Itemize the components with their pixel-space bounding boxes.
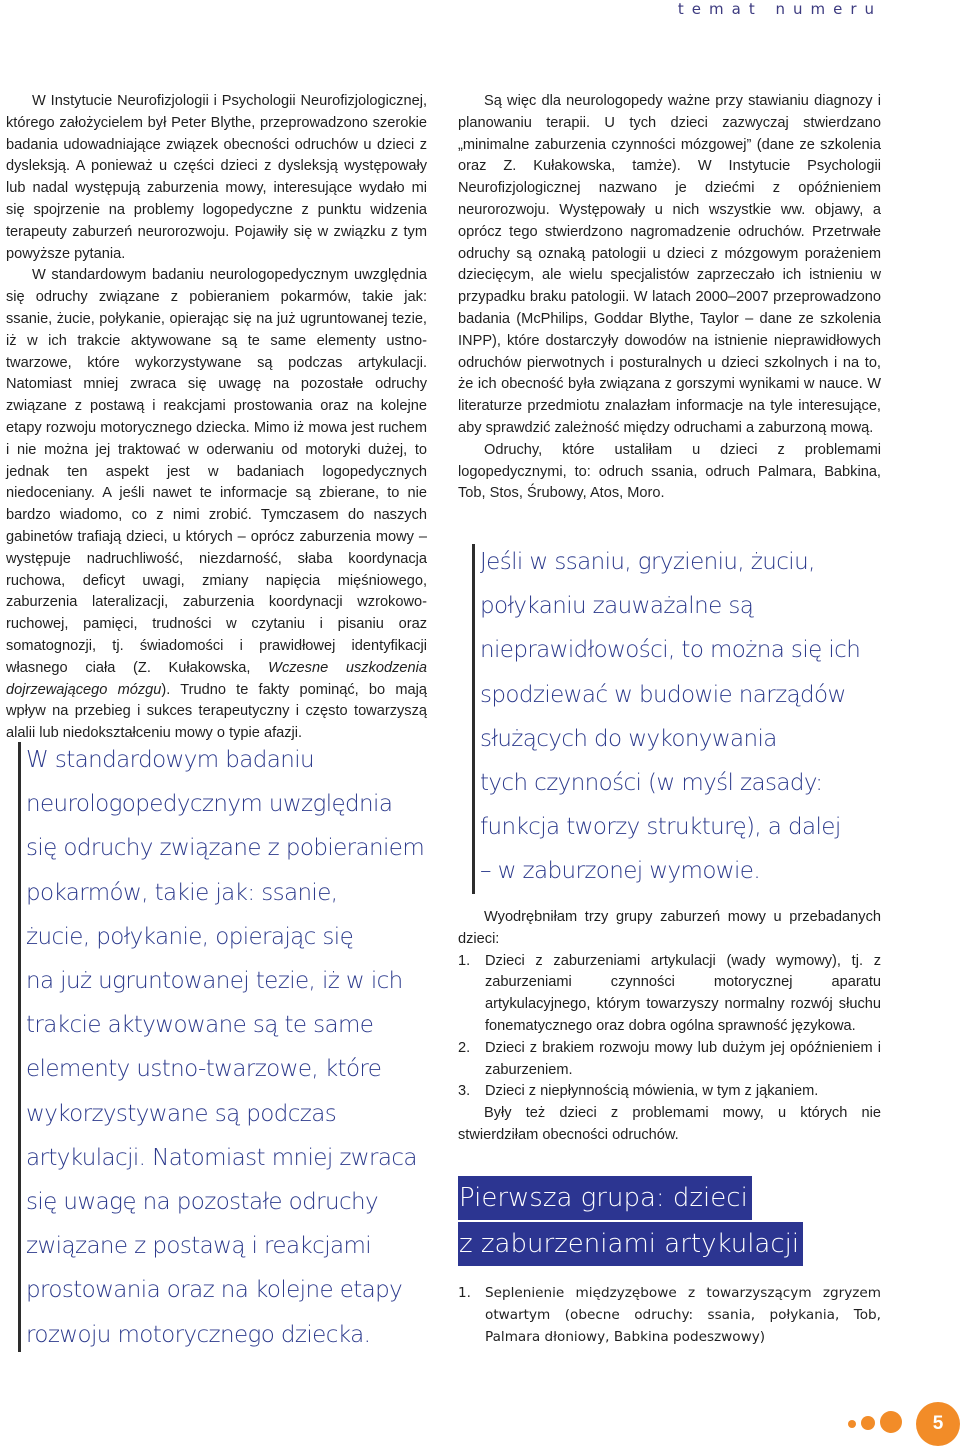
paragraph-text: Odruchy, które ustaliłam u dzieci z problemami logopedycznymi, to: odruch ssania, odruch Palmara, Babkina, Tob, Stos, Śrubowy, Atos, Moro. xyxy=(458,441,881,502)
section-heading-line-2: z zaburzeniami artykulacji xyxy=(458,1222,803,1266)
groups-intro: Wyodrębniłam trzy grupy zaburzeń mowy u przebadanych dzieci: xyxy=(458,909,881,947)
quote-line: neurologopedycznym uwzględnia xyxy=(26,791,393,818)
list-item-number: 3. xyxy=(458,1083,471,1100)
citation-title: Wczesne uszkodzenia dojrzewającego mózgu xyxy=(6,659,427,698)
quote-line: związane z postawą i reakcjami xyxy=(26,1233,372,1260)
pull-quote-right xyxy=(480,540,900,894)
paragraph xyxy=(458,91,881,440)
list-item-number: 1. xyxy=(458,1285,471,1301)
quote-line: trakcie aktywowane są te same xyxy=(26,1012,374,1039)
quote-line: W standardowym badaniu xyxy=(26,747,315,773)
paragraph-text: Są więc dla neurologopedy ważne przy stawianiu diagnozy i planowaniu terapii. U tych dzieci zazwyczaj stwierdzano „minimalne zaburzenia czynności mózgowej” (dane ze szkolenia oraz Z. Kułakowska, tamże). W Instytucie Psychologii Neurofizjologicznej nazwano je dziećmi z opóźnieniem neurorozwoju. Występowały u nich wszystkie ww. objawy, a oprócz tego stwierdzono nagromadzenie odruchów. Przetrwałe odruchy są oznaką patologii u dzieci z mózgowym porażeniem dziecięcym, ale wielu specjalistów zaprzeczało ich istnieniu w przypadku braku patologii. W latach 2000–2007 przeprowadzono badania (McPhilips, Goddar Blythe, Taylor – dane ze szkolenia INPP), które dostarczyły dowodów na istnienie nieprawidłowych odruchów pierwotnych i posturalnych u dzieci szkolnych i na to, że ich obecność była związana z gorszymi wynikami w nauce. W literaturze przedmiotu znalazłam informacje na tyle interesujące, aby sprawdzić zależność między odruchami a zaburzoną mową. xyxy=(458,93,881,436)
page-number: 5 xyxy=(916,1402,960,1446)
quote-bar-right xyxy=(472,544,475,894)
list-item-number: 2. xyxy=(458,1039,471,1056)
paragraph-text: ). Trudno te fakty pominąć, bo mają wpływ na przebieg i sukces terapeutyczny i często towarzyszą alalii lub niedokształceniu mowy o typie afazji. xyxy=(6,681,427,742)
list-item xyxy=(458,1081,881,1103)
list-item xyxy=(458,951,881,1038)
quote-line: żucie, połykanie, opierając się xyxy=(26,923,354,950)
quote-bar-left xyxy=(18,742,21,1352)
quote-line: wykorzystywane są podczas xyxy=(26,1100,337,1127)
left-column-text xyxy=(6,91,427,745)
quote-line: elementy ustno-twarzowe, które xyxy=(26,1056,382,1083)
first-group-list xyxy=(458,1283,881,1348)
dot-small xyxy=(848,1420,856,1428)
paragraph-text: W Instytucie Neurofizjologii i Psychologii Neurofizjologicznej, którego założycielem był Peter Blythe, przeprowadzono szerokie badania udowadniające związek obecności odruchów u dzieci z dysleksją. A ponieważ u części dzieci z dysleksją występowały lub nadal występują zaburzenia mowy, interesujące wydało mi się spojrzenie na problemy logopedyczne z punktu widzenia terapeuty zaburzeń neurorozwoju. Pojawiły się w związku z tym powyższe pytania. xyxy=(6,93,427,262)
quote-line: artykulacji. Natomiast mniej zwraca xyxy=(26,1144,417,1171)
quote-line: spodziewać w budowie narządów xyxy=(480,681,846,708)
list-item-text: Dzieci z brakiem rozwoju mowy lub dużym jej opóźnieniem i zaburzeniem. xyxy=(485,1039,881,1078)
groups-block xyxy=(458,907,881,1147)
pull-quote-left xyxy=(26,738,446,1357)
paragraph xyxy=(6,265,427,745)
dot-medium xyxy=(861,1416,875,1430)
dot-large xyxy=(880,1411,902,1433)
list-item xyxy=(458,1038,881,1082)
quote-line: rozwoju motorycznego dziecka. xyxy=(26,1321,371,1348)
quote-line: połykaniu zauważalne są xyxy=(480,593,754,620)
running-head: temat numeru xyxy=(677,0,882,18)
paragraph xyxy=(458,440,881,505)
groups-outro: Były też dzieci z problemami mowy, u których nie stwierdziłam obecności odruchów. xyxy=(458,1105,881,1143)
quote-line: prostowania oraz na kolejne etapy xyxy=(26,1277,403,1304)
quote-line: się uwagę na pozostałe odruchy xyxy=(26,1189,379,1216)
section-heading xyxy=(458,1176,803,1268)
quote-line: nieprawidłowości, to można się ich xyxy=(480,637,861,664)
list-item-text: Seplenienie międzyzębowe z towarzyszącym zgryzem otwartym (obecne odruchy: ssania, połykania, Tob, Palmara dłoniowy, Babkina podeszwowy) xyxy=(485,1285,881,1345)
list-item xyxy=(458,1283,881,1348)
quote-line: służących do wykonywania xyxy=(480,725,777,752)
quote-line: – w zaburzonej wymowie. xyxy=(480,858,761,885)
paragraph-text: W standardowym badaniu neurologopedycznym uwzględnia się odruchy związane z pobieraniem pokarmów, takie jak: ssanie, żucie, połykanie, opierając się na już ugruntowanej tezie, iż w ich trakcie aktywowane są te same elementy ustno-twarzowe, które wykorzystywane są podczas artykulacji. Natomiast mniej zwraca się uwagę na pozostałe odruchy związane z postawą i reakcjami prostowania oraz na kolejne etapy rozwoju motorycznego dziecka. Mimo iż mowa jest ruchem i nie można jej traktować w oderwaniu od motoryki dużej, to jednak ten aspekt jest w badaniach logopedycznych niedoceniany. A jeśli nawet te informacje są zbierane, to nie bardzo wiadomo, co z nimi zrobić. Tymczasem do naszych gabinetów trafiają dzieci, u których – oprócz zaburzenia mowy – występuje nadruchliwość, niezdarność, słaba koordynacja ruchowa, deficyt uwagi, zmiany napięcia mięśniowego, zaburzenia lateralizacji, zaburzenia koordynacji wzrokowo-ruchowej, pamięci, trudności w czytaniu i pisaniu oraz somatognozji, tj. świadomości i prawidłowej identyfikacji własnego ciała (Z. Kułakowska, xyxy=(6,267,427,676)
quote-line: Jeśli w ssaniu, gryzieniu, żuciu, xyxy=(480,549,815,575)
list-item-number: 1. xyxy=(458,952,471,969)
paragraph xyxy=(6,91,427,265)
quote-line: na już ugruntowanej tezie, iż w ich xyxy=(26,968,403,995)
quote-line: tych czynności (w myśl zasady: xyxy=(480,770,823,797)
list-item-text: Dzieci z zaburzeniami artykulacji (wady wymowy), tj. z zaburzeniami czynności motorycznej aparatu artykulacyjnego, którym towarzyszy normalny rozwój słuchu fonematycznego oraz dobra ogólna sprawność językowa. xyxy=(485,952,881,1034)
list-item-text: Dzieci z niepłynnością mówienia, w tym z jąkaniem. xyxy=(485,1083,819,1100)
groups-list xyxy=(458,951,881,1104)
section-heading-line-1: Pierwsza grupa: dzieci xyxy=(458,1176,752,1220)
right-column-text xyxy=(458,91,881,505)
quote-line: się odruchy związane z pobieraniem xyxy=(26,835,425,862)
quote-line: pokarmów, takie jak: ssanie, xyxy=(26,879,338,906)
quote-line: funkcja tworzy strukturę), a dalej xyxy=(480,814,841,841)
